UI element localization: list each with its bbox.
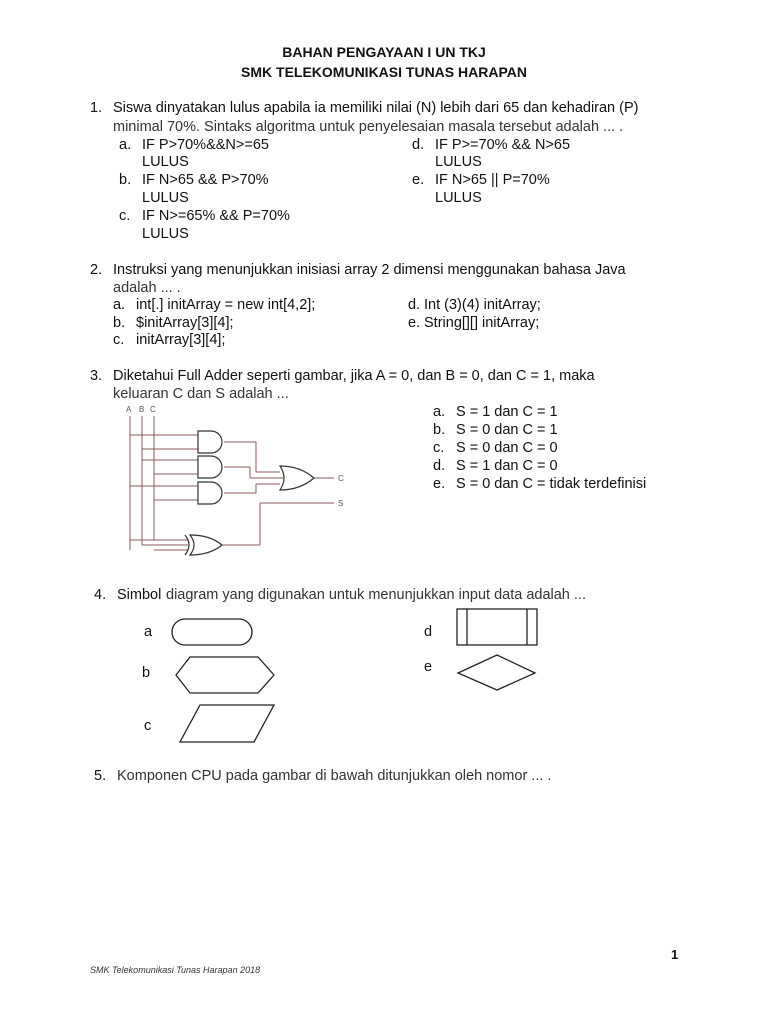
option-letter: b.	[119, 172, 132, 188]
option-letter: e.	[408, 315, 421, 331]
question-text-line2: adalah ... .	[113, 280, 181, 296]
option-text: String[][] initArray;	[424, 315, 540, 331]
flowchart-shapes-right	[450, 606, 550, 692]
question-number: 1.	[90, 100, 103, 116]
option-text: IF N>65 && P>70%	[142, 172, 269, 188]
flowchart-shapes-left	[170, 612, 280, 750]
full-adder-circuit	[120, 400, 360, 570]
option-text: Int (3)(4) initArray;	[424, 297, 541, 313]
option-text: S = 0 dan C = 0	[456, 440, 558, 456]
option-letter: d.	[408, 297, 421, 313]
question-text-line1: Diketahui Full Adder seperti gambar, jika A = 0, dan B = 0, dan C = 1, maka	[113, 368, 595, 384]
option-letter: b.	[433, 422, 446, 438]
predefined-process-shape	[457, 609, 537, 645]
option-text: S = 1 dan C = 0	[456, 458, 558, 474]
option-text: S = 0 dan C = tidak terdefinisi	[456, 476, 647, 492]
question-text-line1: Instruksi yang menunjukkan inisiasi array 2 dimensi menggunakan bahasa Java	[113, 262, 626, 278]
circuit-output-c-label: C	[338, 474, 344, 483]
option-text: initArray[3][4];	[136, 332, 226, 348]
option-letter: c.	[113, 332, 125, 348]
question-number: 2.	[90, 262, 103, 278]
option-text: $initArray[3][4];	[136, 315, 234, 331]
option-text: LULUS	[142, 226, 189, 242]
circuit-output-s-label: S	[338, 499, 344, 508]
question-number: 4.	[94, 587, 107, 603]
option-letter: d.	[412, 137, 425, 153]
input-output-shape	[180, 705, 274, 742]
option-text: S = 1 dan C = 1	[456, 404, 558, 420]
shape-label-e: e	[424, 659, 433, 675]
question-text-part1: Simbol	[117, 587, 162, 603]
option-letter: e.	[433, 476, 446, 492]
option-text: int[.] initArray = new int[4,2];	[136, 297, 316, 313]
shape-label-b: b	[142, 665, 151, 681]
option-letter: e.	[412, 172, 425, 188]
question-number: 3.	[90, 368, 103, 384]
question-text-line1: Siswa dinyatakan lulus apabila ia memiliki nilai (N) lebih dari 65 dan kehadiran (P)	[113, 100, 639, 116]
option-text: S = 0 dan C = 1	[456, 422, 558, 438]
option-letter: b.	[113, 315, 126, 331]
option-letter: a.	[119, 137, 132, 153]
option-letter: a.	[433, 404, 446, 420]
option-text: IF P>70%&&N>=65	[142, 137, 269, 153]
circuit-input-b-label: B	[139, 405, 145, 414]
circuit-input-a-label: A	[126, 405, 132, 414]
question-number: 5.	[94, 768, 107, 784]
option-text: IF N>65 || P=70%	[435, 172, 550, 188]
terminator-shape	[172, 619, 252, 645]
option-text: LULUS	[142, 154, 189, 170]
school-title: SMK TELEKOMUNIKASI TUNAS HARAPAN	[241, 64, 527, 80]
option-text: IF P>=70% && N>65	[435, 137, 571, 153]
option-text: LULUS	[435, 154, 482, 170]
document-title: BAHAN PENGAYAAN I UN TKJ	[282, 44, 486, 60]
option-letter: c.	[119, 208, 131, 224]
question-text-line2: keluaran C dan S adalah ...	[113, 386, 289, 402]
question-text-line2: minimal 70%. Sintaks algoritma untuk penyelesaian masala tersebut adalah ... .	[113, 119, 624, 135]
option-letter: d.	[433, 458, 446, 474]
footer-text: SMK Telekomunikasi Tunas Harapan 2018	[90, 965, 261, 975]
option-text: LULUS	[142, 190, 189, 206]
shape-label-a: a	[144, 624, 153, 640]
page-number: 1	[671, 947, 679, 962]
decision-shape	[458, 655, 535, 690]
shape-label-d: d	[424, 624, 433, 640]
question-text-part2: diagram yang digunakan untuk menunjukkan input data adalah ...	[166, 587, 586, 603]
question-text: Komponen CPU pada gambar di bawah ditunjukkan oleh nomor ... .	[117, 768, 552, 784]
circuit-input-c-label: C	[150, 405, 156, 414]
option-letter: a.	[113, 297, 126, 313]
option-text: IF N>=65% && P=70%	[142, 208, 290, 224]
shape-label-c: c	[144, 718, 152, 734]
option-letter: c.	[433, 440, 445, 456]
preparation-shape	[176, 657, 274, 693]
option-text: LULUS	[435, 190, 482, 206]
